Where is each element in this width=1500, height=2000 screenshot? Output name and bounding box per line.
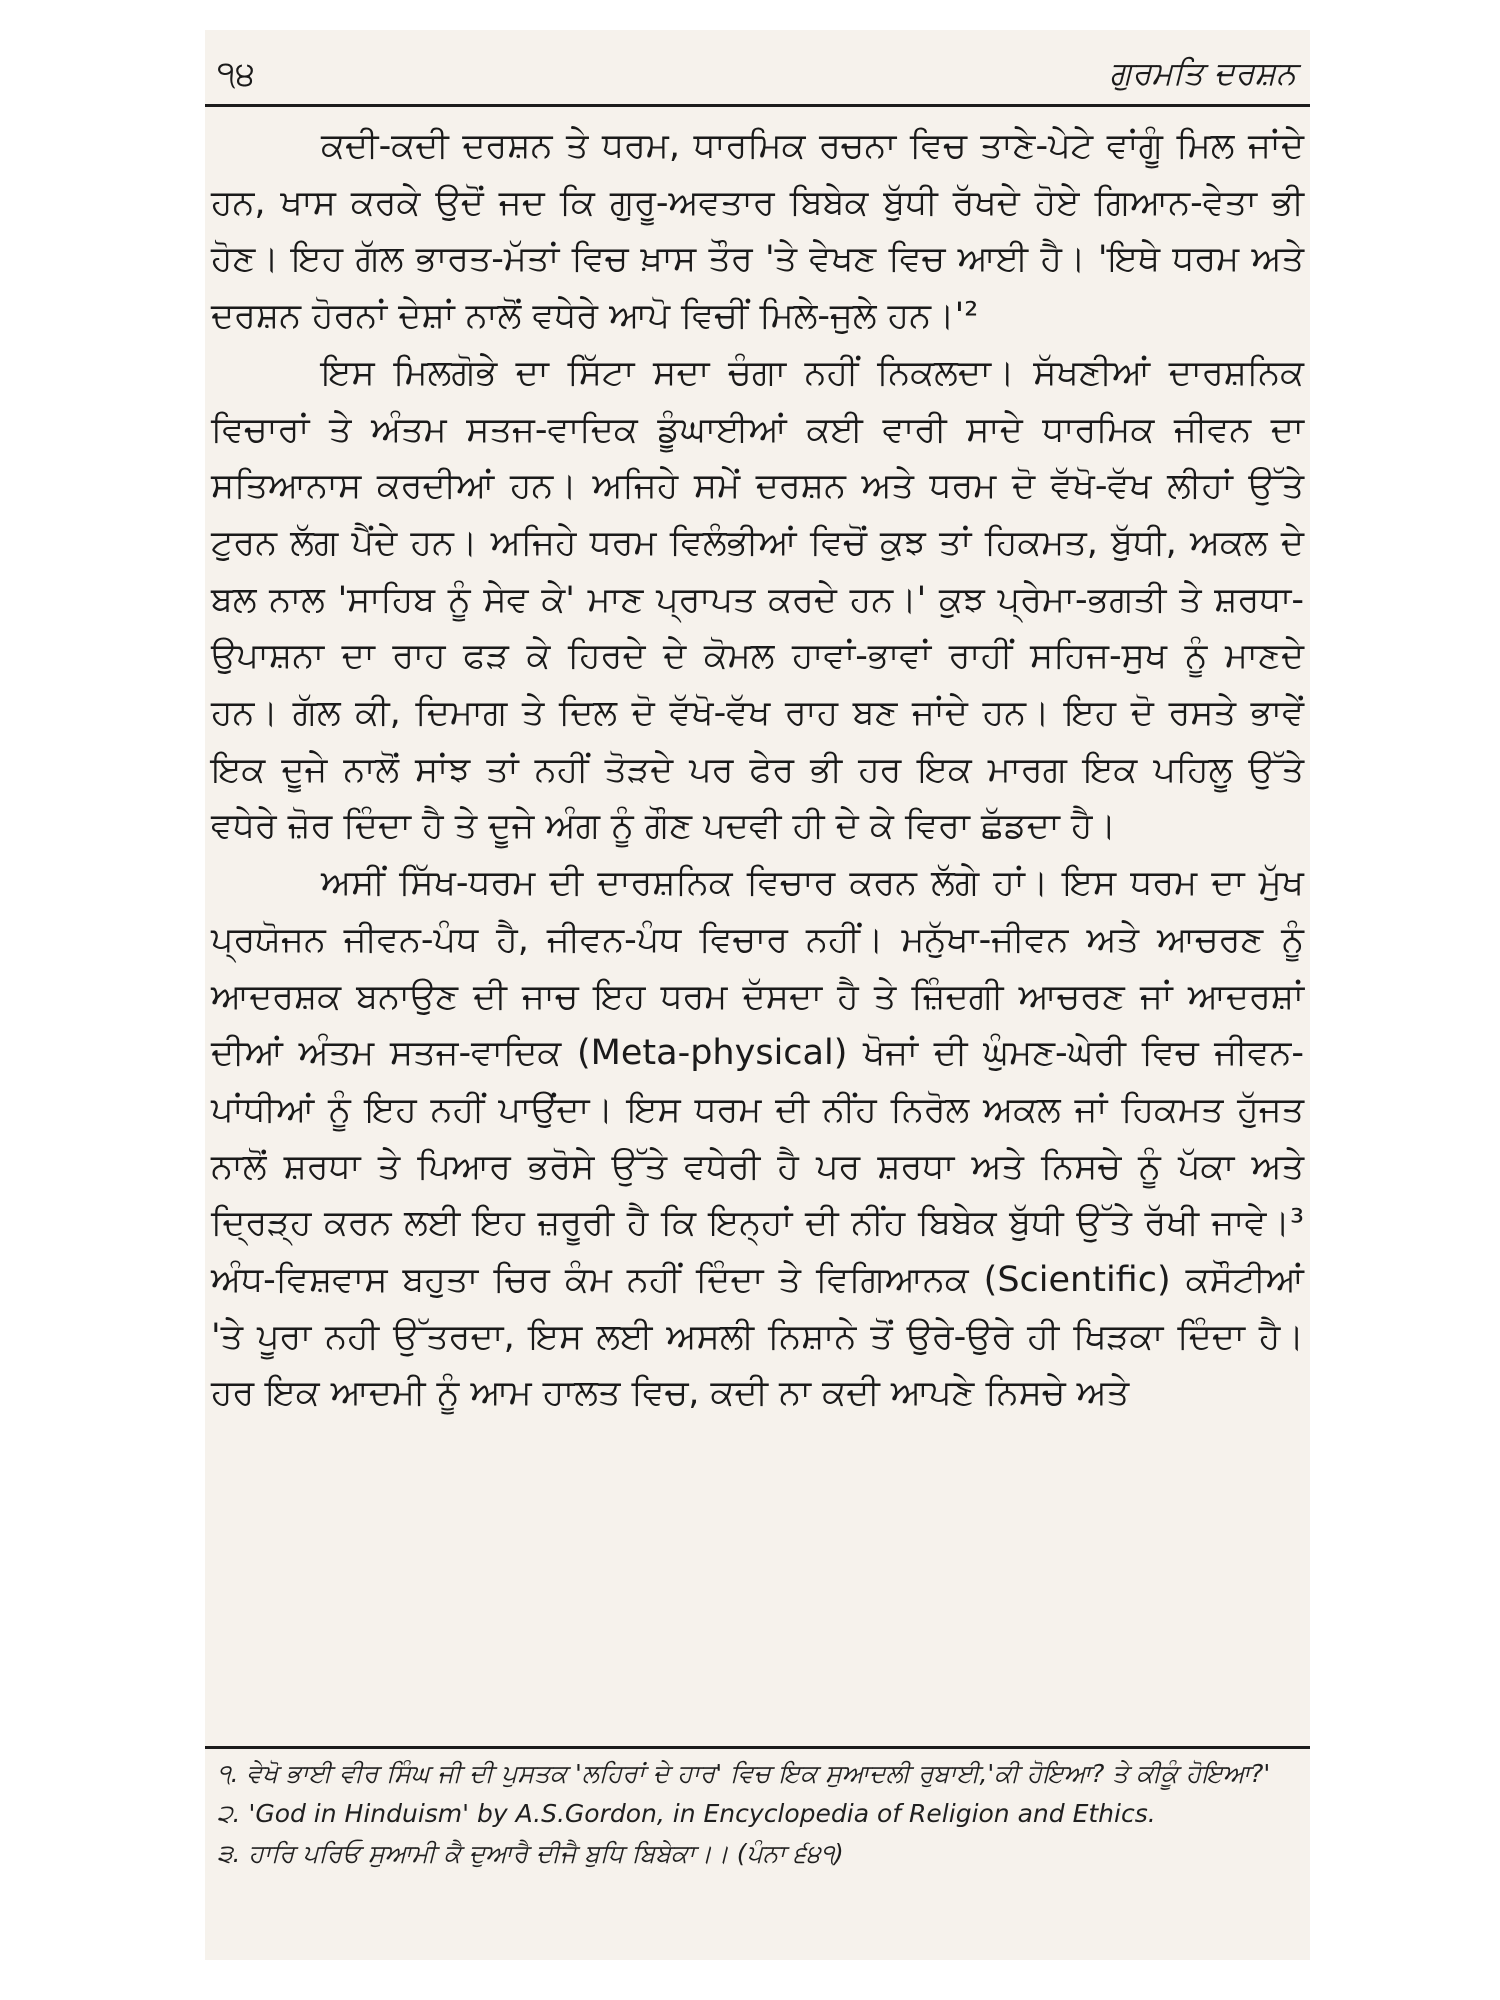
body-text [211,118,1304,1422]
footnote: ੨. 'God in Hinduism' by A.S.Gordon, in Encyclopedia of Religion and Ethics. [217,1799,1156,1828]
page-number: ੧੪ [217,54,256,94]
footnotes [217,1754,1296,1874]
paragraph: ਕਦੀ-ਕਦੀ ਦਰਸ਼ਨ ਤੇ ਧਰਮ, ਧਾਰਮਿਕ ਰਚਨਾ ਵਿਚ ਤਾਣੇ-ਪੇਟੇ ਵਾਂਗੂੰ ਮਿਲ ਜਾਂਦੇ ਹਨ, ਖਾਸ ਕਰਕੇ ਉਦੋਂ ਜਦ ਕਿ ਗੁਰੂ-ਅਵਤਾਰ ਬਿਬੇਕ ਬੁੱਧੀ ਰੱਖਦੇ ਹੋਏ ਗਿਆਨ-ਵੇਤਾ ਭੀ ਹੋਣ। ਇਹ ਗੱਲ ਭਾਰਤ-ਮੱਤਾਂ ਵਿਚ ਖ਼ਾਸ ਤੌਰ 'ਤੇ ਵੇਖਣ ਵਿਚ ਆਈ ਹੈ। 'ਇਥੇ ਧਰਮ ਅਤੇ ਦਰਸ਼ਨ ਹੋਰਨਾਂ ਦੇਸ਼ਾਂ ਨਾਲੋਂ ਵਧੇਰੇ ਆਪੋ ਵਿਚੀਂ ਮਿਲੇ-ਜੁਲੇ ਹਨ।'² [211,126,1304,337]
footnote-divider [205,1746,1310,1749]
running-head-title: ਗੁਰਮਤਿ ਦਰਸ਼ਨ [1109,54,1296,92]
footnote: ੧. ਵੇਖੋ ਭਾਈ ਵੀਰ ਸਿੰਘ ਜੀ ਦੀ ਪੁਸਤਕ 'ਲਹਿਰਾਂ ਦੇ ਹਾਰ' ਵਿਚ ਇਕ ਸੁਆਦਲੀ ਰੁਬਾਈ,'ਕੀ ਹੋਇਆ? ਤੇ ਕੀਕੂੰ ਹੋਇਆ?' [217,1759,1271,1788]
footnote: ੩. ਹਾਰਿ ਪਰਿਓ ਸੁਆਮੀ ਕੈ ਦੁਆਰੈ ਦੀਜੈ ਬੁਧਿ ਬਿਬੇਕਾ।। (ਪੰਨਾ ੬੪੧) [217,1839,844,1868]
paragraph: ਇਸ ਮਿਲਗੋਭੇ ਦਾ ਸਿੱਟਾ ਸਦਾ ਚੰਗਾ ਨਹੀਂ ਨਿਕਲਦਾ। ਸੱਖਣੀਆਂ ਦਾਰਸ਼ਨਿਕ ਵਿਚਾਰਾਂ ਤੇ ਅੰਤਮ ਸਤਜ-ਵਾਦਿਕ ਡੂੰਘਾਈਆਂ ਕਈ ਵਾਰੀ ਸਾਦੇ ਧਾਰਮਿਕ ਜੀਵਨ ਦਾ ਸਤਿਆਨਾਸ ਕਰਦੀਆਂ ਹਨ। ਅਜਿਹੇ ਸਮੇਂ ਦਰਸ਼ਨ ਅਤੇ ਧਰਮ ਦੋ ਵੱਖੋ-ਵੱਖ ਲੀਹਾਂ ਉੱਤੇ ਟੁਰਨ ਲੱਗ ਪੈਂਦੇ ਹਨ। ਅਜਿਹੇ ਧਰਮ ਵਿਲੰਭੀਆਂ ਵਿਚੋਂ ਕੁਝ ਤਾਂ ਹਿਕਮਤ, ਬੁੱਧੀ, ਅਕਲ ਦੇ ਬਲ ਨਾਲ 'ਸਾਹਿਬ ਨੂੰ ਸੇਵ ਕੇ' ਮਾਣ ਪ੍ਰਾਪਤ ਕਰਦੇ ਹਨ।' ਕੁਝ ਪ੍ਰੇਮਾ-ਭਗਤੀ ਤੇ ਸ਼ਰਧਾ-ਉਪਾਸ਼ਨਾ ਦਾ ਰਾਹ ਫੜ ਕੇ ਹਿਰਦੇ ਦੇ ਕੋਮਲ ਹਾਵਾਂ-ਭਾਵਾਂ ਰਾਹੀਂ ਸਹਿਜ-ਸੁਖ ਨੂੰ ਮਾਣਦੇ ਹਨ। ਗੱਲ ਕੀ, ਦਿਮਾਗ ਤੇ ਦਿਲ ਦੋ ਵੱਖੋ-ਵੱਖ ਰਾਹ ਬਣ ਜਾਂਦੇ ਹਨ। ਇਹ ਦੋ ਰਸਤੇ ਭਾਵੇਂ ਇਕ ਦੂਜੇ ਨਾਲੋਂ ਸਾਂਝ ਤਾਂ ਨਹੀਂ ਤੋੜਦੇ ਪਰ ਫੇਰ ਭੀ ਹਰ ਇਕ ਮਾਰਗ ਇਕ ਪਹਿਲੂ ਉੱਤੇ ਵਧੇਰੇ ਜ਼ੋਰ ਦਿੰਦਾ ਹੈ ਤੇ ਦੂਜੇ ਅੰਗ ਨੂੰ ਗੌਣ ਪਦਵੀ ਹੀ ਦੇ ਕੇ ਵਿਰਾ ਛੱਡਦਾ ਹੈ। [211,352,1304,847]
paragraph: ਅਸੀਂ ਸਿੱਖ-ਧਰਮ ਦੀ ਦਾਰਸ਼ਨਿਕ ਵਿਚਾਰ ਕਰਨ ਲੱਗੇ ਹਾਂ। ਇਸ ਧਰਮ ਦਾ ਮੁੱਖ ਪ੍ਰਯੋਜਨ ਜੀਵਨ-ਪੰਧ ਹੈ, ਜੀਵਨ-ਪੰਧ ਵਿਚਾਰ ਨਹੀਂ। ਮਨੁੱਖਾ-ਜੀਵਨ ਅਤੇ ਆਚਰਣ ਨੂੰ ਆਦਰਸ਼ਕ ਬਨਾਉਣ ਦੀ ਜਾਚ ਇਹ ਧਰਮ ਦੱਸਦਾ ਹੈ ਤੇ ਜ਼ਿੰਦਗੀ ਆਚਰਣ ਜਾਂ ਆਦਰਸ਼ਾਂ ਦੀਆਂ ਅੰਤਮ ਸਤਜ-ਵਾਦਿਕ (Meta-physical) ਖੋਜਾਂ ਦੀ ਘੁੰਮਣ-ਘੇਰੀ ਵਿਚ ਜੀਵਨ-ਪਾਂਧੀਆਂ ਨੂੰ ਇਹ ਨਹੀਂ ਪਾਉਂਦਾ। ਇਸ ਧਰਮ ਦੀ ਨੀਂਹ ਨਿਰੋਲ ਅਕਲ ਜਾਂ ਹਿਕਮਤ ਹੁੱਜਤ ਨਾਲੋਂ ਸ਼ਰਧਾ ਤੇ ਪਿਆਰ ਭਰੋਸੇ ਉੱਤੇ ਵਧੇਰੀ ਹੈ ਪਰ ਸ਼ਰਧਾ ਅਤੇ ਨਿਸਚੇ ਨੂੰ ਪੱਕਾ ਅਤੇ ਦ੍ਰਿੜ੍ਹ ਕਰਨ ਲਈ ਇਹ ਜ਼ਰੂਰੀ ਹੈ ਕਿ ਇਨ੍ਹਾਂ ਦੀ ਨੀਂਹ ਬਿਬੇਕ ਬੁੱਧੀ ਉੱਤੇ ਰੱਖੀ ਜਾਵੇ।³ ਅੰਧ-ਵਿਸ਼ਵਾਸ ਬਹੁਤਾ ਚਿਰ ਕੰਮ ਨਹੀਂ ਦਿੰਦਾ ਤੇ ਵਿਗਿਆਨਕ (Scientific) ਕਸੌਟੀਆਂ 'ਤੇ ਪੂਰਾ ਨਹੀ ਉੱਤਰਦਾ, ਇਸ ਲਈ ਅਸਲੀ ਨਿਸ਼ਾਨੇ ਤੋਂ ਉਰੇ-ਉਰੇ ਹੀ ਖਿੜਕਾ ਦਿੰਦਾ ਹੈ। ਹਰ ਇਕ ਆਦਮੀ ਨੂੰ ਆਮ ਹਾਲਤ ਵਿਚ, ਕਦੀ ਨਾ ਕਦੀ ਆਪਣੇ ਨਿਸਚੇ ਅਤੇ [211,863,1304,1414]
page-header [205,46,1310,107]
book-page [205,30,1310,1960]
